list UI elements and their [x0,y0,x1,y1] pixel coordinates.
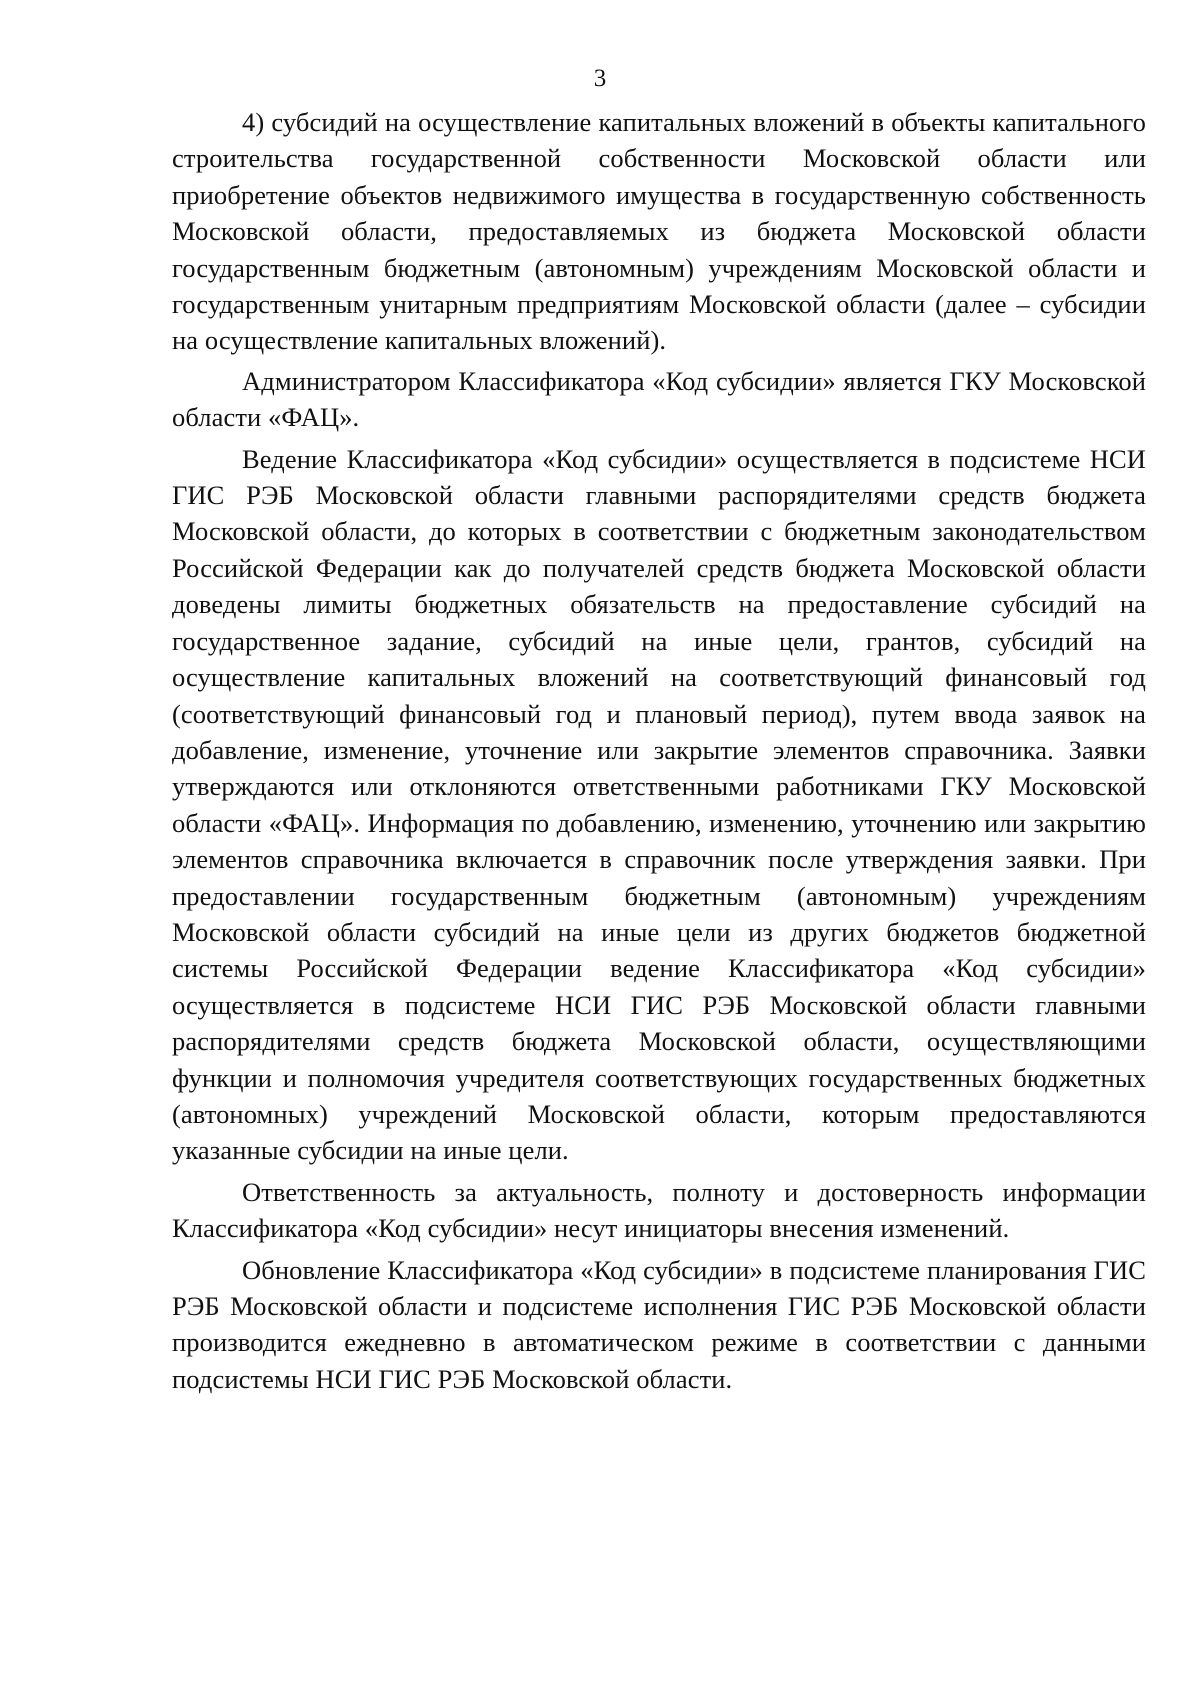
document-body [172,104,1146,1397]
paragraph-classifier-maintenance: Ведение Классификатора «Код субсидии» осуществляется в подсистеме НСИ ГИС РЭБ Московской области главными распорядителями средств бюджета Московской области, до которых в соответствии с бюджетным законодательством Российской Федерации как до получателей средств бюджета Московской области доведены лимиты бюджетных обязательств на предоставление субсидий на государственное задание, субсидий на иные цели, грантов, субсидий на осуществление капитальных вложений на соответствующий финансовый год (соответствующий финансовый год и плановый период), путем ввода заявок на добавление, изменение, уточнение или закрытие элементов справочника. Заявки утверждаются или отклоняются ответственными работниками ГКУ Московской области «ФАЦ». Информация по добавлению, изменению, уточнению или закрытию элементов справочника включается в справочник после утверждения заявки. При предоставлении государственным бюджетным (автономным) учреждениям Московской области субсидий на иные цели из других бюджетов бюджетной системы Российской Федерации ведение Классификатора «Код субсидии» осуществляется в подсистеме НСИ ГИС РЭБ Московской области главными распорядителями средств бюджета Московской области, осуществляющими функции и полномочия учредителя соответствующих государственных бюджетных (автономных) учреждений Московской области, которым предоставляются указанные субсидии на иные цели. [172,443,1146,1166]
paragraph-administrator: Администратором Классификатора «Код субсидии» является ГКУ Московской области «ФАЦ». [172,365,1146,433]
paragraph-responsibility: Ответственность за актуальность, полноту и достоверность информации Классификатора «Код субсидии» несут инициаторы внесения изменений. [172,1176,1146,1244]
paragraph-capital-investments: 4) субсидий на осуществление капитальных вложений в объекты капитального строительства государственной собственности Московской области или приобретение объектов недвижимого имущества в государственную собственность Московской области, предоставляемых из бюджета Московской области государственным бюджетным (автономным) учреждениям Московской области и государственным унитарным предприятиям Московской области (далее – субсидии на осуществление капитальных вложений). [172,107,1146,356]
page-number: 3 [593,65,607,92]
paragraph-update: Обновление Классификатора «Код субсидии» в подсистеме планирования ГИС РЭБ Московской области и подсистеме исполнения ГИС РЭБ Московской области производится ежедневно в автоматическом режиме в соответствии с данными подсистемы НСИ ГИС РЭБ Московской области. [172,1254,1146,1394]
